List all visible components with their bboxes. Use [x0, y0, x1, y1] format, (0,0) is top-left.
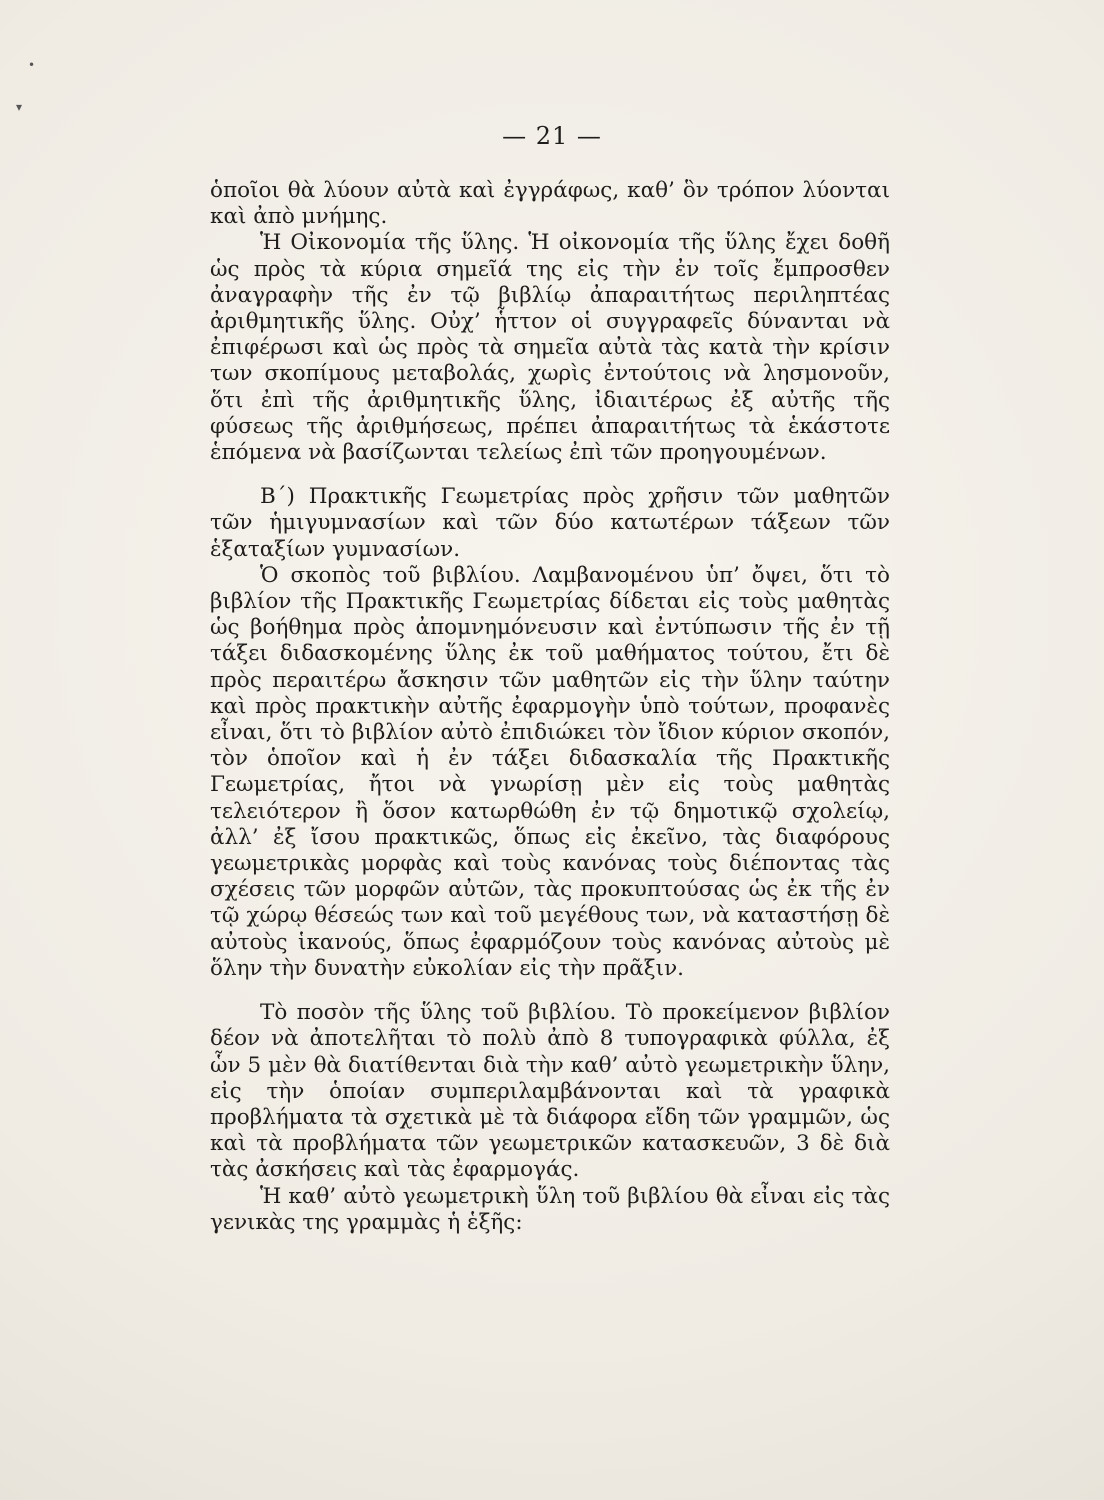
paragraph-economy-of-material: Ἡ Οἰκονομία τῆς ὕλης. Ἡ οἰκονομία τῆς ὕλης ἔχει δοθῆ ὡς πρὸς τὰ κύρια σημεῖά της εἰς τὴν ἐν τοῖς ἔμπροσθεν ἀναγραφὴν τῆς ἐν τῷ βιβλίῳ ἀπαραιτήτως περιληπτέας ἀριθμητικῆς ὕλης. Οὐχ’ ἧττον οἱ συγγραφεῖς δύνανται νὰ ἐπιφέρωσι καὶ ὡς πρὸς τὰ σημεῖα αὐτὰ τὰς κατὰ τὴν κρίσιν των σκοπίμους μεταβολάς, χωρὶς ἐντούτοις νὰ λησμονοῦν, ὅτι ἐπὶ τῆς ἀριθμητικῆς ὕλης, ἰδιαιτέρως ἐξ αὐτῆς τῆς φύσεως τῆς ἀριθμήσεως, πρέπει ἀπαραιτήτως τὰ ἑκάστοτε ἑπόμενα νὰ βασίζωνται τελείως ἐπὶ τῶν προηγουμένων. — [210, 230, 890, 466]
body-text — [210, 178, 890, 1236]
scan-speck-mark: • — [28, 58, 36, 72]
paragraph-quantity-of-material: Τὸ ποσὸν τῆς ὕλης τοῦ βιβλίου. Τὸ προκείμενον βιβλίον δέον νὰ ἀποτελῆται τὸ πολὺ ἀπὸ 8 τυπογραφικὰ φύλλα, ἐξ ὧν 5 μὲν θὰ διατίθενται διὰ τὴν καθ’ αὐτὸ γεωμετρικὴν ὕλην, εἰς τὴν ὁποίαν συμπεριλαμβάνονται καὶ τὰ γραφικὰ προβλήματα τὰ σχετικὰ μὲ τὰ διάφορα εἴδη τῶν γραμμῶν, ὡς καὶ τὰ προβλήματα τῶν γεωμετρικῶν κατασκευῶν, 3 δὲ διὰ τὰς ἀσκήσεις καὶ τὰς ἐφαρμογάς. — [210, 1000, 890, 1183]
paragraph-geometric-material: Ἡ καθ’ αὐτὸ γεωμετρικὴ ὕλη τοῦ βιβλίου θὰ εἶναι εἰς τὰς γενικὰς της γραμμὰς ἡ ἑξῆς: — [210, 1183, 890, 1235]
page-number: — 21 — — [502, 122, 602, 150]
scan-speck-mark: ▾ — [16, 100, 23, 114]
paragraph-continuation: ὁποῖοι θὰ λύουν αὐτὰ καὶ ἐγγράφως, καθ’ ὃν τρόπον λύονται καὶ ἀπὸ μνήμης. — [210, 178, 890, 230]
paragraph-purpose-of-book: Ὁ σκοπὸς τοῦ βιβλίου. Λαμβανομένου ὑπ’ ὄψει, ὅτι τὸ βιβλίον τῆς Πρακτικῆς Γεωμετρίας δίδεται εἰς τοὺς μαθητὰς ὡς βοήθημα πρὸς ἀπομνημόνευσιν καὶ ἐντύπωσιν τῆς ἐν τῇ τάξει διδασκομένης ὕλης ἐκ τοῦ μαθήματος τούτου, ἔτι δὲ πρὸς περαιτέρω ἄσκησιν τῶν μαθητῶν εἰς τὴν ὕλην ταύτην καὶ πρὸς πρακτικὴν αὐτῆς ἐφαρμογὴν ὑπὸ τούτων, προφανὲς εἶναι, ὅτι τὸ βιβλίον αὐτὸ ἐπιδιώκει τὸν ἴδιον κύριον σκοπόν, τὸν ὁποῖον καὶ ἡ ἐν τάξει διδασκαλία τῆς Πρακτικῆς Γεωμετρίας, ἤτοι νὰ γνωρίσῃ μὲν εἰς τοὺς μαθητὰς τελειότερον ἢ ὅσον κατωρθώθη ἐν τῷ δημοτικῷ σχολείῳ, ἀλλ’ ἐξ ἴσου πρακτικῶς, ὅπως εἰς ἐκεῖνο, τὰς διαφόρους γεωμετρικὰς μορφὰς καὶ τοὺς κανόνας τοὺς διέποντας τὰς σχέσεις τῶν μορφῶν αὐτῶν, τὰς προκυπτούσας ὡς ἐκ τῆς ἐν τῷ χώρῳ θέσεώς των καὶ τοῦ μεγέθους των, νὰ καταστήσῃ δὲ αὐτοὺς ἱκανούς, ὅπως ἐφαρμόζουν τοὺς κανόνας αὐτοὺς μὲ ὅλην τὴν δυνατὴν εὐκολίαν εἰς τὴν πρᾶξιν. — [210, 562, 890, 981]
section-heading-practical-geometry: Β΄) Πρακτικῆς Γεωμετρίας πρὸς χρῆσιν τῶν μαθητῶν τῶν ἡμιγυμνασίων καὶ τῶν δύο κατωτέρων τάξεων τῶν ἑξαταξίων γυμνασίων. — [210, 484, 890, 562]
